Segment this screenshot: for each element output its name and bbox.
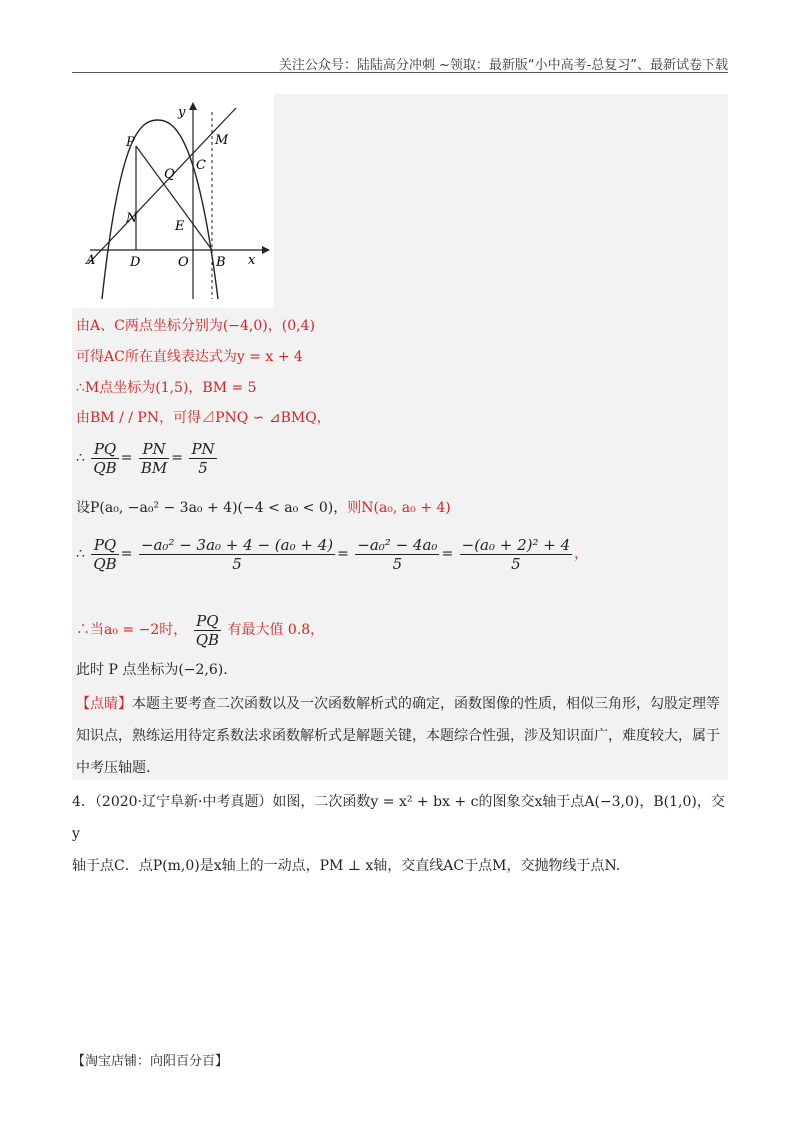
label-n: N — [126, 211, 138, 226]
problem-4 — [72, 786, 728, 882]
fraction-pn-bm: $\frac{PN}{BM}$ — [140, 439, 168, 477]
solution-line-8: ∴当a₀ = −2时， $\frac{PQ}{QB}$ 有最大值 0.8， — [76, 611, 325, 649]
label-d: D — [130, 255, 141, 270]
label-q: Q — [164, 167, 175, 182]
line-ac — [88, 108, 236, 264]
header-divider — [72, 72, 728, 73]
parabola-line-diagram — [72, 94, 274, 308]
fraction-expansion: $\frac{\text{−a₀² − 3a₀ + 4 − (a₀ + 4)}}{5}$ — [140, 535, 334, 573]
label-m: M — [215, 133, 229, 148]
fraction-pq-qb: $\frac{PQ}{QB}$ — [93, 439, 117, 477]
page-footer: 【淘宝店铺：向阳百分百】 — [72, 1054, 229, 1069]
problem-line-2: 轴于点C．点P(m,0)是x轴上的一动点，PM ⊥ x轴，交直线AC于点M，交抛物线于点N. — [72, 858, 621, 874]
label-p: P — [126, 135, 135, 150]
therefore-symbol: ∴ — [76, 450, 85, 466]
page-header: 关注公众号：陆陆高分冲刺 ~领取：最新版“小中高考-总复习”、最新试卷下载 — [278, 58, 728, 73]
label-c: C — [196, 158, 206, 173]
solution-line-1: 由A、C两点坐标分别为(−4,0)，(0,4) — [76, 318, 315, 334]
solution-line-7: ∴ $\frac{PQ}{QB}$ = $\frac{\text{−a₀² − 3a₀ + 4 − (a₀ + 4)}}{5}$ = $\frac{\text{−a₀² − 4a₀}}{5}$ = $\frac{\text{−(a₀ + 2)² + 4}}{5}$ ， — [76, 535, 589, 573]
solution-line-6: 设P(a₀, −a₀² − 3a₀ + 4)(−4 < a₀ < 0)，则N(a₀, a₀ + 4) — [76, 500, 451, 516]
solution-line-3: ∴M点坐标为(1,5)，BM = 5 — [76, 380, 257, 396]
solution-line-9: 此时 P 点坐标为(−2,6). — [76, 662, 228, 678]
parabola-curve — [102, 120, 218, 299]
solution-line-4: 由BM / / PN，可得⊿PNQ ∽ ⊿BMQ， — [76, 410, 331, 426]
label-o: O — [178, 255, 189, 270]
geometry-figure — [72, 94, 274, 308]
solution-line-2: 可得AC所在直线表达式为y = x + 4 — [76, 349, 303, 365]
solution-line-5: ∴ $\frac{PQ}{QB}$ = $\frac{PN}{BM}$ = $\frac{PN}{5}$ — [76, 439, 215, 477]
label-e: E — [175, 219, 185, 234]
x-axis-arrow — [262, 246, 270, 254]
y-axis-arrow — [189, 102, 197, 110]
fraction-simplified: $\frac{\text{−a₀² − 4a₀}}{5}$ — [357, 535, 438, 573]
fraction-pn-5: $\frac{PN}{5}$ — [191, 439, 215, 477]
label-b: B — [216, 255, 226, 270]
problem-line-1: 4．（2020·辽宁阜新·中考真题）如图，二次函数y = x² + bx + c的图象交x轴于点A(−3,0)，B(1,0)，交y — [72, 794, 725, 842]
comment-paragraph: 【点睛】本题主要考查二次函数以及一次函数解析式的确定，函数图像的性质，相似三角形，勾股定理等 知识点，熟练运用待定系数法求函数解析式是解题关键，本题综合性强，涉及知识面广，难度较大，属于 中考压轴题. — [76, 696, 720, 776]
solution-block — [72, 94, 728, 780]
comment-tag: 【点睛】 — [76, 696, 132, 712]
fraction-vertex-form: $\frac{\text{−(a₀ + 2)² + 4}}{5}$ — [461, 535, 571, 573]
fraction-pq-qb-2: $\frac{PQ}{QB}$ — [93, 535, 117, 573]
label-y: y — [178, 105, 186, 120]
fraction-pq-qb-3: $\frac{PQ}{QB}$ — [195, 611, 220, 649]
label-a: A — [86, 253, 96, 268]
label-x: x — [248, 253, 256, 268]
